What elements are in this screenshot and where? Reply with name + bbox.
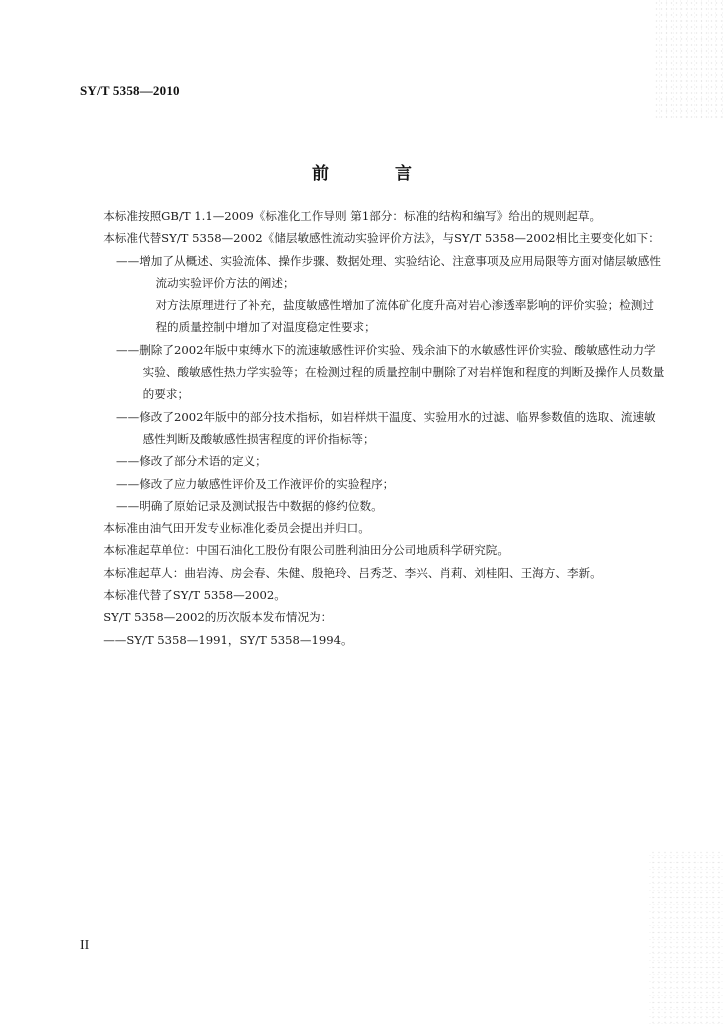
paragraph-drafting-rules: 本标准按照GB/T 1.1—2009《标准化工作导则 第1部分：标准的结构和编写》给出的规则起草。 bbox=[103, 209, 602, 223]
paragraph-history-list: ——SY/T 5358—1991，SY/T 5358—1994。 bbox=[103, 632, 353, 647]
change-item-rounding: ——明确了原始记录及测试报告中数据的修约位数。 bbox=[116, 498, 383, 513]
scan-noise-top bbox=[654, 0, 724, 120]
paragraph-drafting-unit: 本标准起草单位：中国石油化工股份有限公司胜利油田分公司地质科学研究院。 bbox=[103, 543, 509, 558]
change-item-added-continued: 对方法原理进行了补充，盐度敏感性增加了流体矿化度升高对岩心渗透率影响的评价实验；检测过程的质量控制中增加了对温度稳定性要求； bbox=[155, 298, 654, 335]
paragraph-drafters: 本标准起草人：曲岩涛、房会春、朱健、殷艳玲、吕秀芝、李兴、肖莉、刘桂阳、王海方、李新。 bbox=[103, 565, 602, 580]
foreword-body bbox=[80, 205, 665, 651]
page-title: 前 言 bbox=[312, 164, 442, 184]
paragraph-proposed-by: 本标准由油气田开发专业标准化委员会提出并归口。 bbox=[103, 521, 370, 536]
change-item-added: ——增加了从概述、实验流体、操作步骤、数据处理、实验结论、注意事项及应用局限等方面对储层敏感性流动实验评价方法的阐述； bbox=[116, 253, 661, 290]
page-number: II bbox=[80, 938, 90, 953]
change-item-modified-terms: ——修改了部分术语的定义； bbox=[116, 454, 267, 469]
change-item-modified-procedures: ——修改了应力敏感性评价及工作液评价的实验程序； bbox=[116, 476, 395, 491]
paragraph-history-intro: SY/T 5358—2002的历次版本发布情况为： bbox=[103, 610, 333, 625]
change-item-deleted: ——删除了2002年版中束缚水下的流速敏感性评价实验、残余油下的水敏感性评价实验、酸敏感性动力学实验、酸敏感性热力学实验等；在检测过程的质量控制中删除了对岩样饱和程度的判断及操作人员数量的要求； bbox=[116, 342, 665, 402]
paragraph-supersedes: 本标准代替了SY/T 5358—2002。 bbox=[103, 588, 286, 603]
scan-noise-bottom bbox=[649, 850, 724, 1024]
standard-code: SY/T 5358—2010 bbox=[80, 83, 180, 98]
change-item-modified-indicators: ——修改了2002年版中的部分技术指标，如岩样烘干温度、实验用水的过滤、临界参数值的选取、流速敏感性判断及酸敏感性损害程度的评价指标等； bbox=[116, 409, 656, 446]
paragraph-replaces: 本标准代替SY/T 5358—2002《储层敏感性流动实验评价方法》，与SY/T 5358—2002相比主要变化如下： bbox=[103, 231, 660, 246]
